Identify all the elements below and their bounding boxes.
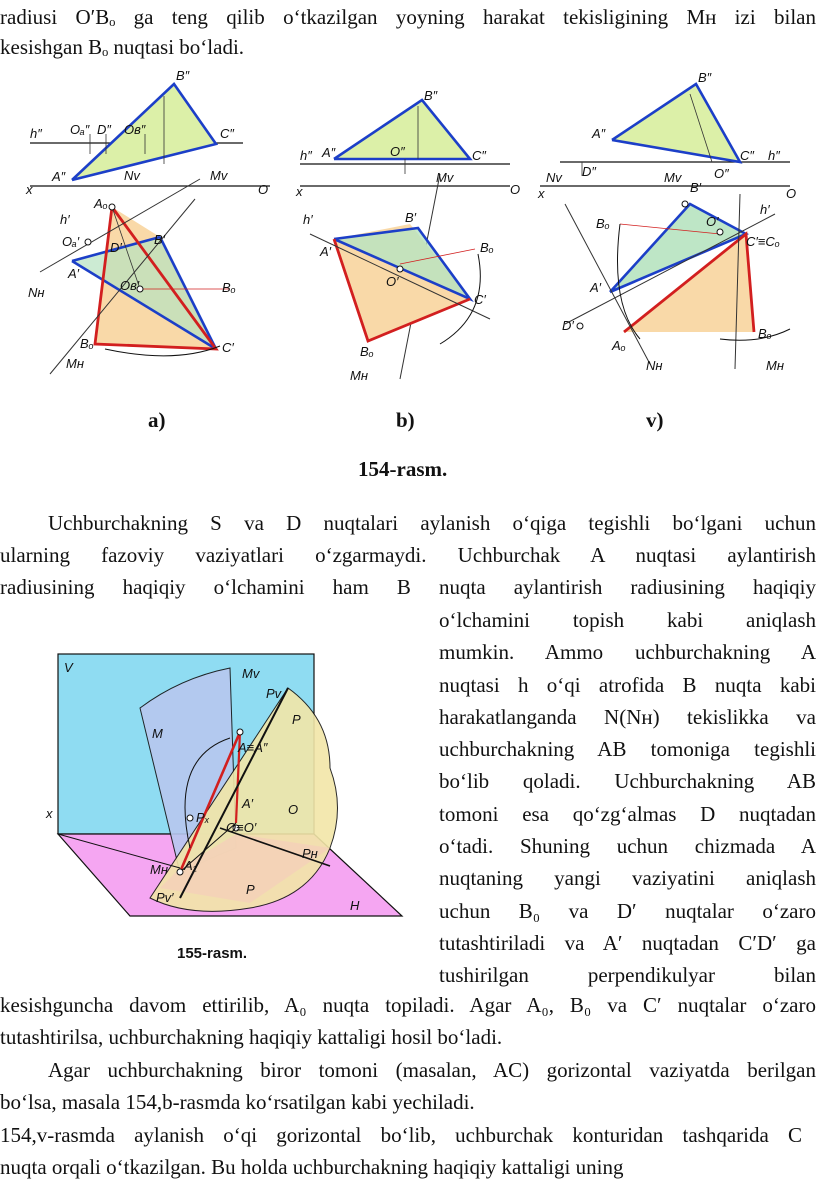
text-line: bo‘lib qoladi. Uchburchakning AB <box>439 769 816 794</box>
label: B″ <box>424 88 438 103</box>
text-line: nuqtaning yangi vaziyatini aniqlash <box>439 866 816 891</box>
text-line: kesishgan Bₒ nuqtasi bo‘ladi. <box>0 35 245 59</box>
label: A′ <box>590 280 602 295</box>
label: B′ <box>154 232 166 247</box>
label: Bₒ <box>596 216 610 231</box>
label: x <box>538 186 545 201</box>
label: Aₒ <box>94 196 108 211</box>
label: x <box>26 182 33 197</box>
figure-caption: 155-rasm. <box>177 945 248 962</box>
label: Oʙ′ <box>120 278 140 293</box>
label: Bₒ <box>360 344 374 359</box>
label: C′ <box>222 340 234 355</box>
label: h′ <box>60 212 70 227</box>
text-line: o‘tadi. Shuning uchun chizmada A <box>439 834 816 859</box>
label: O≡O′ <box>226 820 257 835</box>
text-line: tutashtirilsa, uchburchakning haqiqiy kattaligi hosil bo‘ladi. <box>0 1025 503 1049</box>
text-line: tushirilgan perpendikulyar bilan <box>439 963 816 988</box>
label: M <box>152 726 163 741</box>
label: V <box>64 660 73 675</box>
drawing-a <box>25 68 270 374</box>
label: O <box>288 802 299 817</box>
label: A′ <box>242 796 254 811</box>
text-line: kesishguncha davom ettirilib, A₀ nuqta topiladi. Agar A₀, B₀ va C′ nuqtalar o‘zaro <box>0 993 816 1017</box>
label: O″ <box>714 166 729 181</box>
label: Mʜ <box>766 358 784 373</box>
label: B″ <box>698 70 712 85</box>
label: Mᴠ <box>664 170 682 185</box>
text-line: tutashtiriladi va A′ nuqtadan C′D′ ga <box>439 930 816 955</box>
text-line: radiusining haqiqiy o‘lchamini ham B nuqta aylantirish radiusining haqiqiy <box>0 575 816 599</box>
label: Pʜ <box>302 846 318 861</box>
subfigure-label-b: b) <box>396 408 415 432</box>
label: Nʜ <box>646 358 663 373</box>
label: Mᴠ <box>436 170 454 185</box>
text-line: mumkin. Ammo uchburchakning A <box>439 640 816 665</box>
text-line: o‘lchamini topish kabi aniqlash <box>439 608 816 632</box>
text-line: tomoni esa qo‘zg‘almas D nuqtadan <box>439 801 816 826</box>
label: Pᴠ′ <box>156 890 174 905</box>
text-line: Uchburchakning S va D nuqtalari aylanish o‘qiga tegishli bo‘lgani uchun <box>48 511 816 535</box>
label: Bₒ <box>480 240 494 255</box>
label: A″ <box>322 145 336 160</box>
label: h″ <box>768 148 780 163</box>
drawing-v <box>537 70 796 373</box>
label: H <box>350 898 360 913</box>
text-line: 154,v-rasmda aylanish o‘qi gorizontal bo‘lib, uchburchak konturidan tashqarida C <box>0 1123 802 1147</box>
label: Aₒ <box>612 338 626 353</box>
label: O <box>786 186 797 201</box>
label: P <box>246 882 255 897</box>
label: D″ <box>97 122 111 137</box>
wrapped-text-column <box>439 604 816 992</box>
label: B′ <box>690 180 702 195</box>
label: A≡A″ <box>238 740 268 755</box>
label: P <box>292 712 301 727</box>
label: Pₓ <box>196 810 210 825</box>
label: D′ <box>110 240 122 255</box>
subfigure-label-v: v) <box>646 408 664 432</box>
label: Nʜ <box>28 285 45 300</box>
label: Mʜ <box>150 862 168 877</box>
label: O′ <box>386 274 399 289</box>
text-line: uchun B₀ va D′ nuqtalar o‘zaro <box>439 898 816 923</box>
label: D′ <box>562 318 574 333</box>
label: Bₒ <box>758 326 772 341</box>
label: C″ <box>740 148 754 163</box>
label: Bₒ <box>80 336 94 351</box>
label: h″ <box>300 148 312 163</box>
label: C′≡Cₒ <box>746 234 780 249</box>
figure-155 <box>30 648 410 968</box>
label: h′ <box>760 202 770 217</box>
label: x <box>296 184 303 199</box>
label: C′ <box>474 292 486 307</box>
label: O″ <box>390 144 405 159</box>
subfigure-label-a: a) <box>148 408 166 432</box>
label: Mᴠ <box>242 666 260 681</box>
label: x <box>46 806 53 821</box>
label: D″ <box>582 164 596 179</box>
label: B″ <box>176 68 190 83</box>
label: O <box>510 182 521 197</box>
text-line: ularning fazoviy vaziyatlari o‘zgarmaydi. Uchburchak A nuqtasi aylantirish <box>0 543 816 567</box>
label: Nᴠ <box>546 170 562 185</box>
label: Mᴠ <box>210 168 228 183</box>
label: A′ <box>320 244 332 259</box>
label: Oₐ′ <box>62 234 80 249</box>
label: B′ <box>405 210 417 225</box>
label: Mʜ <box>66 356 84 371</box>
label: C″ <box>472 148 486 163</box>
label: O <box>258 182 269 197</box>
drawing-b <box>295 88 520 383</box>
figure-154 <box>0 64 816 504</box>
label: A″ <box>592 126 606 141</box>
text-line: radiusi O′Bₒ ga teng qilib o‘tkazilgan yoyning harakat tekisligining Mʜ izi bilan <box>0 5 816 29</box>
label: Mʜ <box>350 368 368 383</box>
label: O′ <box>706 214 719 229</box>
figure-caption: 154-rasm. <box>358 457 448 481</box>
label: Pᴠ <box>266 686 282 701</box>
label: Oʙ″ <box>124 122 146 137</box>
label: h″ <box>30 126 42 141</box>
label: A₁′ <box>184 858 200 873</box>
text-line: bo‘lsa, masala 154,b-rasmda ko‘rsatilgan kabi yechiladi. <box>0 1090 475 1114</box>
label: C″ <box>220 126 234 141</box>
text-line: nuqta orqali o‘tkazilgan. Bu holda uchburchakning haqiqiy kattaligi uning <box>0 1155 624 1179</box>
text-line: nuqtasi h o‘qi atrofida B nuqta kabi <box>439 672 816 697</box>
label: Oₐ″ <box>70 122 90 137</box>
label: A′ <box>68 266 80 281</box>
text-line: Agar uchburchakning biror tomoni (masalan, AC) gorizontal vaziyatda berilgan <box>48 1058 816 1082</box>
label: Nᴠ <box>124 168 140 183</box>
text-line: harakatlanganda N(Nʜ) tekislikka va <box>439 704 816 729</box>
label: Bₒ <box>222 280 236 295</box>
label: A″ <box>52 169 66 184</box>
label: h′ <box>303 212 313 227</box>
text-line: uchburchakning AB tomoniga tegishli <box>439 737 816 762</box>
